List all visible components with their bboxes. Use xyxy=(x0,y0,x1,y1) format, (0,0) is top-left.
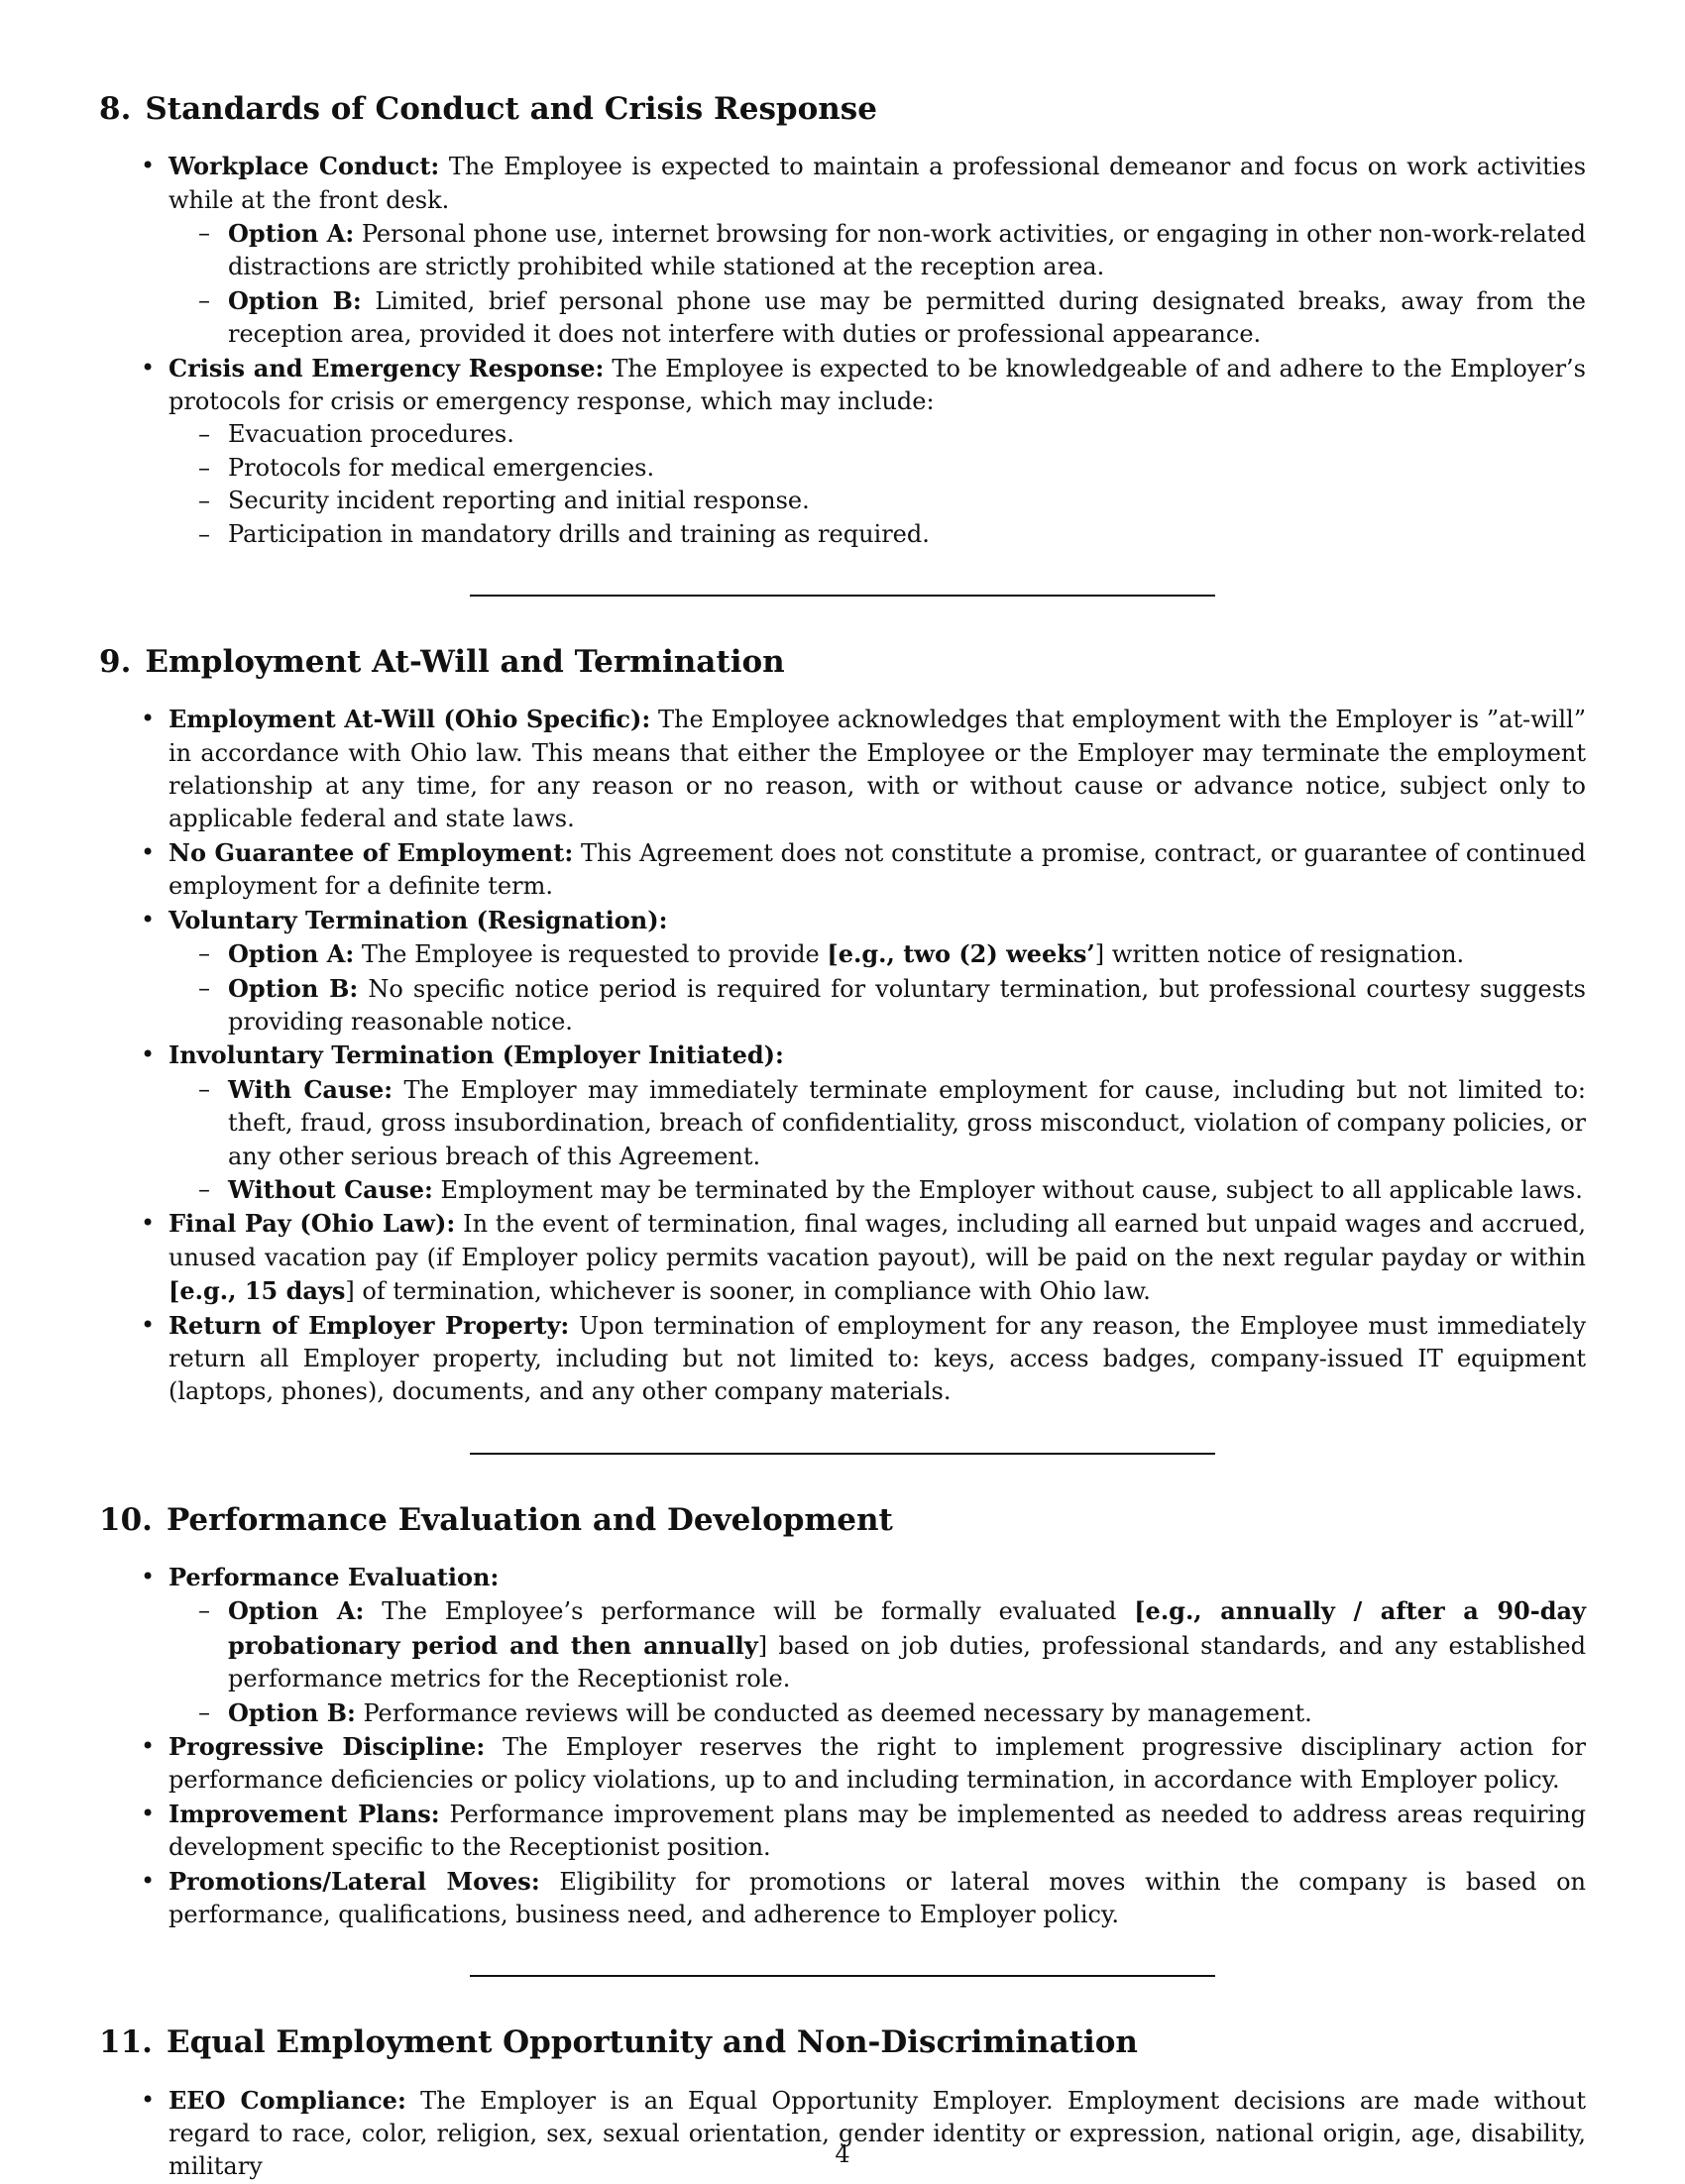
list-item: • Workplace Conduct: The Employee is expected to maintain a professional demeanor and focus on work activities while at the front desk. – Option A: Personal phone use, internet browsing for non-work activities, or engaging in other non-work-related distractions are strictly prohibited while stationed at the reception area. – Option B: Limited, brief personal phone use may be permitted during designated breaks, away from the reception area, provided it does not interfere with duties or professional appearance. xyxy=(168,150,1586,351)
page-number: 4 xyxy=(835,2140,850,2168)
list-item: • Return of Employer Property: Upon termination of employment for any reason, the Employee must immediately return all Employer property, including but not limited to: keys, access badges, company-issued IT equipment (laptops, phones), documents, and any other company materials. xyxy=(168,1309,1586,1409)
sub-list-item: – Option B: No specific notice period is required for voluntary termination, but professional courtesy suggests providing reasonable notice. xyxy=(228,972,1586,1039)
sub-list-item: – Option B: Limited, brief personal phone use may be permitted during designated breaks, away from the reception area, provided it does not interfere with duties or professional appearance. xyxy=(228,284,1586,352)
section-9 xyxy=(99,644,1586,1409)
section-divider xyxy=(470,1453,1215,1455)
bullet-list xyxy=(99,2084,1586,2184)
sub-list xyxy=(168,217,1586,352)
section-divider xyxy=(470,1975,1215,1977)
bullet-list xyxy=(99,1561,1586,1931)
section-divider xyxy=(470,595,1215,597)
section-heading: 11. Equal Employment Opportunity and Non-Discrimination xyxy=(99,2024,1138,2061)
sub-list xyxy=(168,1073,1586,1208)
sub-list-item: – Participation in mandatory drills and training as required. xyxy=(228,518,1586,551)
sub-list-item: – With Cause: The Employer may immediately terminate employment for cause, including but not limited to: theft, fraud, gross insubordination, breach of confidentiality, gross misconduct, violation of company policies, or any other serious breach of this Agreement. xyxy=(228,1073,1586,1173)
list-item: • Crisis and Emergency Response: The Employee is expected to be knowledgeable of and adhere to the Employer’s protocols for crisis or emergency response, which may include: – Evacuation procedures. – Protocols for medical emergencies. – Security incident reporting and initial response. – Participation in mandatory drills and training as required. xyxy=(168,352,1586,551)
list-item: • Improvement Plans: Performance improvement plans may be implemented as needed to address areas requiring development specific to the Receptionist position. xyxy=(168,1798,1586,1865)
list-item: • Employment At-Will (Ohio Specific): The Employee acknowledges that employment with the Employer is ”at-will” in accordance with Ohio law. This means that either the Employee or the Employer may terminate the employment relationship at any time, for any reason or no reason, with or without cause or advance notice, subject only to applicable federal and state laws. xyxy=(168,703,1586,836)
list-item: • Promotions/Lateral Moves: Eligibility for promotions or lateral moves within the company is based on performance, qualifications, business need, and adherence to Employer policy. xyxy=(168,1865,1586,1932)
sub-list-item: – Protocols for medical emergencies. xyxy=(228,452,1586,485)
sub-list xyxy=(168,418,1586,551)
sub-list-item: – Option A: The Employee is requested to provide [e.g., two (2) weeks’] written notice of resignation. xyxy=(228,937,1586,971)
section-heading: 8. Standards of Conduct and Crisis Response xyxy=(99,91,877,127)
list-item: • Voluntary Termination (Resignation): – Option A: The Employee is requested to provide [e.g., two (2) weeks’] written notice of resignation. – Option B: No specific notice period is required for voluntary termination, but professional courtesy suggests providing reasonable notice. xyxy=(168,904,1586,1039)
section-heading: 10. Performance Evaluation and Development xyxy=(99,1501,893,1538)
list-item: • Involuntary Termination (Employer Initiated): – With Cause: The Employer may immediately terminate employment for cause, including but not limited to: theft, fraud, gross insubordination, breach of confidentiality, gross misconduct, violation of company policies, or any other serious breach of this Agreement. – Without Cause: Employment may be terminated by the Employer without cause, subject to all applicable laws. xyxy=(168,1038,1586,1207)
sub-list-item: – Option A: The Employee’s performance will be formally evaluated [e.g., annually / after a 90-day probationary period and then annually] based on job duties, professional standards, and any established performance metrics for the Receptionist role. xyxy=(228,1594,1586,1695)
list-item: • Performance Evaluation: – Option A: The Employee’s performance will be formally evaluated [e.g., annually / after a 90-day probationary period and then annually] based on job duties, professional standards, and any established performance metrics for the Receptionist role. – Option B: Performance reviews will be conducted as deemed necessary by management. xyxy=(168,1561,1586,1730)
bullet-list xyxy=(99,703,1586,1409)
list-item: • No Guarantee of Employment: This Agreement does not constitute a promise, contract, or guarantee of continued employment for a definite term. xyxy=(168,836,1586,904)
sub-list-item: – Option A: Personal phone use, internet browsing for non-work activities, or engaging in other non-work-related distractions are strictly prohibited while stationed at the reception area. xyxy=(228,217,1586,284)
sub-list-item: – Security incident reporting and initial response. xyxy=(228,485,1586,517)
sub-list xyxy=(168,1594,1586,1730)
bullet-list xyxy=(99,150,1586,551)
list-item: • Progressive Discipline: The Employer reserves the right to implement progressive disciplinary action for performance deficiencies or policy violations, up to and including termination, in accordance with Employer policy. xyxy=(168,1730,1586,1798)
sub-list xyxy=(168,937,1586,1038)
section-8 xyxy=(99,91,1586,551)
sub-list-item: – Option B: Performance reviews will be conducted as deemed necessary by management. xyxy=(228,1696,1586,1730)
sub-list-item: – Evacuation procedures. xyxy=(228,418,1586,451)
section-heading: 9. Employment At-Will and Termination xyxy=(99,644,785,681)
list-item: • EEO Compliance: The Employer is an Equal Opportunity Employer. Employment decisions are made without regard to race, color, religion, sex, sexual orientation, gender identity or expression, national origin, age, disability, military xyxy=(168,2084,1586,2184)
sub-list-item: – Without Cause: Employment may be terminated by the Employer without cause, subject to all applicable laws. xyxy=(228,1173,1586,1207)
list-item: • Final Pay (Ohio Law): In the event of termination, final wages, including all earned but unpaid wages and accrued, unused vacation pay (if Employer policy permits vacation payout), will be paid on the next regular payday or within [e.g., 15 days] of termination, whichever is sooner, in compliance with Ohio law. xyxy=(168,1207,1586,1308)
section-10 xyxy=(99,1502,1586,1932)
